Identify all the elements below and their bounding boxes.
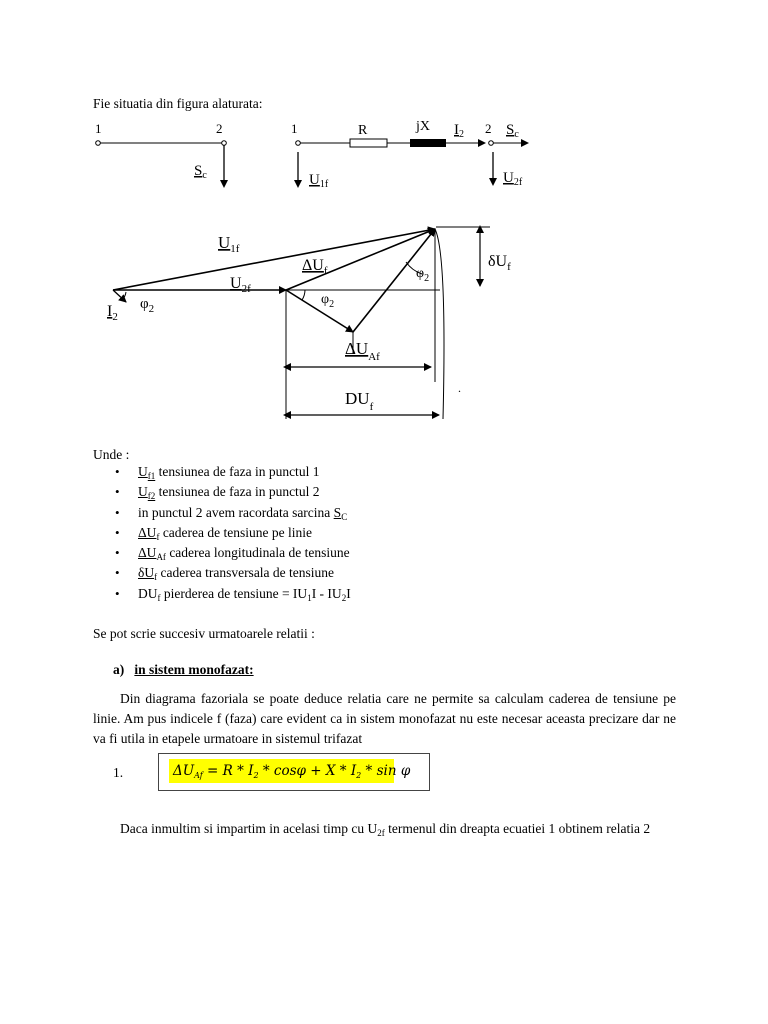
node-2-label: 2	[216, 121, 223, 136]
svg-text:2: 2	[485, 121, 492, 136]
line-schematic	[95, 121, 228, 188]
du-loss-label: $DU_f$	[345, 389, 374, 413]
equivalent-circuit	[291, 119, 529, 190]
phi-left-label: $\varphi_2$	[140, 296, 155, 315]
paragraph-phasor: Din diagrama fazoriala se poate deduce relatia care ne permite sa calculam caderea de tensiune pe linie. Am pus indicele f (faza) care evident ca in sistem monofazat nu este necesar aceasta precizare dar ne va fi utila in etapele urmatoare in sistemul trifazat	[93, 691, 676, 746]
reactance-symbol	[410, 139, 446, 147]
phi-mid-label: $\varphi_2$	[321, 292, 335, 310]
phi-right-label: $\varphi_2$	[416, 266, 430, 284]
u1f-phasor	[113, 229, 435, 290]
phasor-diagram	[100, 214, 540, 429]
circuit-load-label: $S_c$	[506, 122, 519, 140]
unde-label: Unde :	[93, 447, 130, 462]
phasor-u1f-label: $U_{1f}$	[218, 233, 240, 255]
ri-drop	[286, 290, 353, 332]
relations-intro: Se pot scrie succesiv urmatoarele relatii :	[93, 626, 315, 641]
resistor-symbol	[350, 139, 387, 147]
dua-label: $\Delta U_{Af}$	[345, 339, 380, 363]
list-item: • $U_{f2}$ tensiunea de faza in punctul 2	[93, 482, 351, 502]
svg-text:1: 1	[291, 121, 298, 136]
equation-box	[158, 753, 430, 791]
i2-phasor	[113, 290, 126, 302]
phasor-u2f-label: $U_{2f}$	[230, 275, 251, 295]
paragraph-multiply: Daca inmultim si impartim in acelasi timp cu $U_{2f}$ termenul din dreapta ecuatiei 1 obtinem relatia 2	[120, 821, 651, 838]
svg-text:.: .	[458, 381, 461, 395]
definitions-list	[93, 462, 351, 604]
list-item: • in punctul 2 avem racordata sarcina $S_C$	[93, 503, 351, 523]
equation-number: 1.	[113, 765, 124, 780]
phasor-du-label: $\Delta U_f$	[302, 257, 328, 277]
list-item: • $\Delta U_{Af}$ caderea longitudinala de tensiune	[93, 543, 351, 563]
reactance-label: jX	[416, 119, 430, 134]
list-item: • $\Delta U_f$ caderea de tensiune pe linie	[93, 523, 351, 543]
phasor-i2-label: $I_2$	[107, 303, 118, 323]
u2f-label: $U_{2f}$	[503, 170, 523, 188]
current-label: $I_2$	[454, 122, 464, 140]
list-item: • $U_{f1}$ tensiunea de faza in punctul 1	[93, 462, 351, 482]
resistor-label: R	[358, 123, 368, 138]
node-1-label: 1	[95, 121, 102, 136]
delta-u-label: $\delta U_f$	[488, 253, 511, 273]
list-item: • $DU_f$ pierderea de tensiune = $IU_1I - IU_2I$	[93, 584, 351, 604]
u1f-label: $U_{1f}$	[309, 172, 329, 190]
section-heading: a) in sistem monofazat:	[113, 662, 254, 677]
intro-text: Fie situatia din figura alaturata:	[93, 96, 263, 111]
circuit-figure	[88, 112, 548, 202]
equation-formula: $\Delta U_{Af} = R * I_2 * \cos\varphi + X * I_2 * \sin \varphi$	[169, 759, 394, 783]
load-label: $S_c$	[194, 163, 207, 181]
list-item: • $\delta U_f$ caderea transversala de tensiune	[93, 563, 351, 583]
